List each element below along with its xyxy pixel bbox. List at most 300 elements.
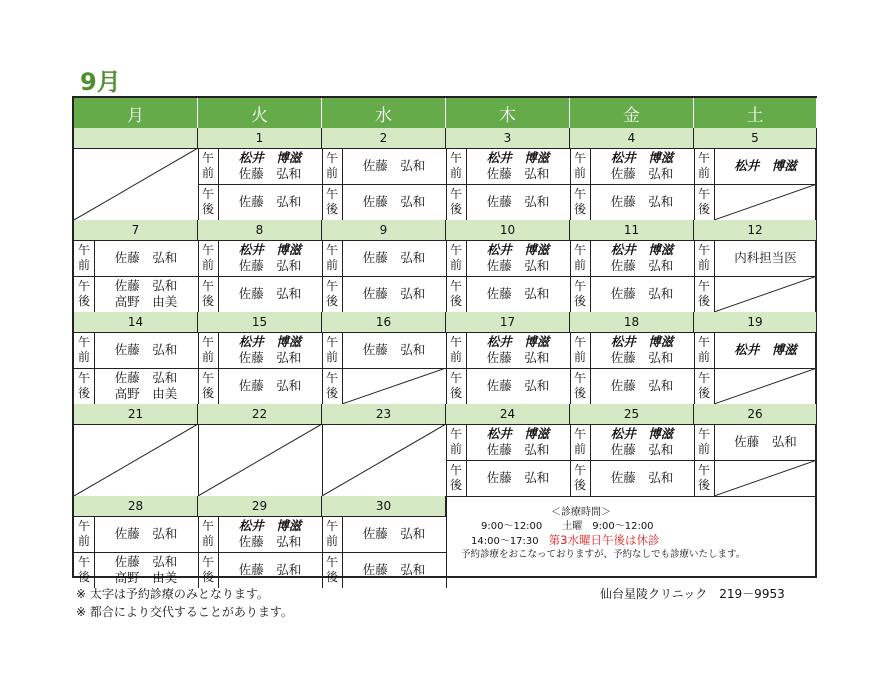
doctor-name: 佐藤 弘和	[238, 350, 302, 365]
doctor-list	[714, 342, 817, 358]
date-divider	[322, 240, 446, 241]
am-pm-divider	[446, 276, 570, 277]
date-divider	[570, 148, 694, 149]
reserved-doctor-name: 松井 博滋	[610, 242, 674, 257]
date-number: 10	[446, 220, 570, 240]
doctor-name: 佐藤 弘和	[238, 258, 302, 273]
am-pm-divider	[570, 184, 694, 185]
period-char: 午	[697, 279, 710, 293]
date-number: 22	[198, 404, 322, 424]
am-pm-divider	[198, 184, 322, 185]
closed-slash	[714, 184, 817, 220]
date-divider	[570, 424, 694, 425]
period-char: 後	[325, 570, 338, 584]
am-pm-divider	[446, 460, 570, 461]
doctor-name: 佐藤 弘和	[362, 250, 426, 265]
period-char: 後	[201, 294, 214, 308]
doctor-name: 佐藤 弘和	[238, 166, 302, 181]
date-divider	[446, 240, 570, 241]
period-char: 前	[449, 258, 462, 272]
period-label-pm	[570, 187, 590, 217]
am-pm-divider	[446, 368, 570, 369]
doctor-name: 佐藤 弘和	[362, 342, 426, 357]
period-char: 午	[201, 187, 214, 201]
period-char: 前	[325, 166, 338, 180]
closed-slash	[714, 368, 817, 404]
period-label-pm	[446, 279, 466, 309]
weekday-header: 金	[570, 98, 694, 128]
date-divider	[198, 240, 322, 241]
doctor-name: 佐藤 弘和	[610, 258, 674, 273]
period-char: 午	[201, 243, 214, 257]
reserved-doctor-name: 松井 博滋	[486, 242, 550, 257]
period-label-pm	[570, 279, 590, 309]
date-number: 8	[198, 220, 322, 240]
period-char: 前	[697, 258, 710, 272]
period-label-am	[322, 519, 342, 549]
doctor-list	[342, 286, 446, 302]
closed-slash	[322, 424, 446, 496]
am-pm-divider	[322, 276, 446, 277]
doctor-list	[590, 242, 694, 274]
closed-slash	[74, 424, 198, 496]
period-label-am	[198, 335, 218, 365]
period-char: 後	[573, 202, 586, 216]
doctor-name: 高野 由美	[114, 386, 178, 401]
am-pm-divider	[74, 552, 198, 553]
period-char: 前	[325, 350, 338, 364]
period-char: 午	[449, 243, 462, 257]
period-label-pm	[570, 371, 590, 401]
doctor-list	[342, 194, 446, 210]
doctor-name: 佐藤 弘和	[238, 562, 302, 577]
am-pm-divider	[570, 276, 694, 277]
period-label-pm	[322, 279, 342, 309]
period-char: 前	[449, 350, 462, 364]
period-char: 午	[573, 427, 586, 441]
period-char: 午	[77, 335, 90, 349]
doctor-list	[218, 518, 322, 550]
period-char: 午	[573, 279, 586, 293]
period-label-am	[694, 335, 714, 365]
closed-slash	[714, 276, 817, 312]
date-number: 9	[322, 220, 446, 240]
doctor-name: 佐藤 弘和	[238, 286, 302, 301]
doctor-list	[466, 470, 570, 486]
period-label-am	[198, 151, 218, 181]
weekday-header: 木	[446, 98, 570, 128]
period-label-am	[694, 151, 714, 181]
period-char: 午	[449, 187, 462, 201]
period-label-pm	[446, 371, 466, 401]
period-label-am	[446, 335, 466, 365]
period-char: 後	[325, 202, 338, 216]
doctor-name: 佐藤 弘和	[486, 166, 550, 181]
period-char: 午	[697, 151, 710, 165]
period-char: 午	[449, 463, 462, 477]
period-char: 午	[697, 427, 710, 441]
doctor-list	[590, 286, 694, 302]
doctor-list	[218, 562, 322, 578]
doctor-name: 高野 由美	[114, 570, 178, 585]
closed-slash	[714, 460, 817, 496]
date-divider	[446, 332, 570, 333]
doctor-name: 佐藤 弘和	[610, 470, 674, 485]
date-divider	[198, 148, 322, 149]
period-char: 前	[697, 166, 710, 180]
period-char: 後	[697, 478, 710, 492]
footnote-substitute: ※ 都合により交代することがあります。	[76, 605, 293, 619]
period-char: 前	[77, 258, 90, 272]
period-char: 午	[77, 243, 90, 257]
date-number: 7	[74, 220, 198, 240]
doctor-list	[342, 562, 446, 578]
date-divider	[446, 424, 570, 425]
period-label-am	[446, 243, 466, 273]
date-divider	[694, 240, 817, 241]
period-char: 午	[325, 555, 338, 569]
doctor-list	[590, 470, 694, 486]
doctor-list	[342, 526, 446, 542]
period-char: 後	[449, 478, 462, 492]
period-char: 午	[77, 555, 90, 569]
period-char: 前	[573, 350, 586, 364]
period-label-am	[322, 335, 342, 365]
doctor-list	[342, 250, 446, 266]
date-number: 1	[198, 128, 322, 148]
period-char: 後	[449, 294, 462, 308]
doctor-name: 佐藤 弘和	[610, 166, 674, 181]
period-label-pm	[322, 371, 342, 401]
date-number: 26	[694, 404, 817, 424]
doctor-name: 佐藤 弘和	[486, 350, 550, 365]
period-label-am	[694, 243, 714, 273]
period-char: 前	[325, 258, 338, 272]
reserved-doctor-name: 松井 博滋	[610, 426, 674, 441]
doctor-list	[466, 378, 570, 394]
footnote-bold: ※ 太字は予約診療のみとなります。	[76, 587, 269, 601]
am-pm-divider	[198, 276, 322, 277]
period-char: 後	[201, 202, 214, 216]
period-char: 後	[697, 202, 710, 216]
period-label-pm	[74, 279, 94, 309]
date-divider	[74, 332, 198, 333]
doctor-list	[466, 194, 570, 210]
period-char: 後	[201, 386, 214, 400]
hours-afternoon: 14:00～17:30	[471, 536, 539, 547]
doctor-name: 佐藤 弘和	[610, 378, 674, 393]
doctor-list	[342, 342, 446, 358]
period-char: 後	[573, 478, 586, 492]
date-number: 23	[322, 404, 446, 424]
period-char: 午	[201, 279, 214, 293]
period-char: 午	[325, 335, 338, 349]
date-divider	[570, 332, 694, 333]
period-char: 午	[697, 335, 710, 349]
period-label-pm	[74, 555, 94, 585]
schedule-calendar	[72, 96, 817, 585]
date-divider	[198, 516, 322, 517]
doctor-list	[342, 158, 446, 174]
am-pm-divider	[74, 276, 198, 277]
date-number: 12	[694, 220, 817, 240]
period-char: 午	[77, 519, 90, 533]
period-char: 午	[449, 151, 462, 165]
period-char: 後	[573, 294, 586, 308]
period-char: 午	[697, 187, 710, 201]
doctor-list	[466, 150, 570, 182]
doctor-list	[590, 194, 694, 210]
doctor-list	[218, 334, 322, 366]
doctor-list	[466, 242, 570, 274]
date-divider	[74, 516, 198, 517]
date-divider	[446, 148, 570, 149]
period-label-pm	[198, 555, 218, 585]
doctor-list	[590, 150, 694, 182]
period-label-am	[198, 519, 218, 549]
doctor-name: 佐藤 弘和	[486, 378, 550, 393]
date-number: 16	[322, 312, 446, 332]
date-divider	[74, 240, 198, 241]
period-char: 後	[449, 202, 462, 216]
doctor-list	[590, 378, 694, 394]
period-char: 午	[449, 371, 462, 385]
date-number: 3	[446, 128, 570, 148]
doctor-name: 佐藤 弘和	[362, 286, 426, 301]
reserved-doctor-name: 松井 博滋	[238, 150, 302, 165]
period-char: 午	[449, 279, 462, 293]
date-number: 21	[74, 404, 198, 424]
period-label-pm	[198, 371, 218, 401]
period-label-am	[74, 335, 94, 365]
period-char: 午	[573, 187, 586, 201]
period-label-am	[570, 151, 590, 181]
period-label-am	[322, 151, 342, 181]
reserved-doctor-name: 松井 博滋	[610, 334, 674, 349]
doctor-list	[466, 286, 570, 302]
period-char: 午	[201, 151, 214, 165]
doctor-name: 佐藤 弘和	[610, 194, 674, 209]
period-char: 前	[573, 166, 586, 180]
hours-afternoon-row	[471, 533, 659, 549]
doctor-name: 佐藤 弘和	[114, 370, 178, 385]
period-char: 午	[201, 335, 214, 349]
doctor-list	[218, 150, 322, 182]
doctor-name: 佐藤 弘和	[486, 470, 550, 485]
reserved-doctor-name: 松井 博滋	[486, 426, 550, 441]
doctor-name: 佐藤 弘和	[610, 286, 674, 301]
period-char: 午	[201, 371, 214, 385]
doctor-list	[94, 342, 198, 358]
period-char: 後	[77, 294, 90, 308]
doctor-list	[466, 334, 570, 366]
date-divider	[198, 332, 322, 333]
reserved-doctor-name: 松井 博滋	[238, 334, 302, 349]
doctor-name: 佐藤 弘和	[610, 442, 674, 457]
date-number	[74, 128, 198, 148]
reserved-doctor-name: 松井 博滋	[734, 342, 797, 357]
doctor-list	[466, 426, 570, 458]
date-number: 18	[570, 312, 694, 332]
period-char: 前	[449, 166, 462, 180]
date-number: 24	[446, 404, 570, 424]
date-divider	[694, 424, 817, 425]
period-char: 前	[201, 258, 214, 272]
doctor-list	[218, 286, 322, 302]
period-label-pm	[322, 555, 342, 585]
doctor-list	[218, 242, 322, 274]
period-char: 午	[449, 427, 462, 441]
period-char: 前	[573, 442, 586, 456]
date-divider	[694, 148, 817, 149]
period-label-pm	[694, 371, 714, 401]
doctor-name: 佐藤 弘和	[486, 442, 550, 457]
am-pm-divider	[446, 184, 570, 185]
period-char: 後	[201, 570, 214, 584]
date-number: 14	[74, 312, 198, 332]
period-char: 午	[325, 151, 338, 165]
weekday-header: 水	[322, 98, 446, 128]
period-char: 午	[697, 371, 710, 385]
date-number: 5	[694, 128, 817, 148]
date-divider	[322, 148, 446, 149]
closed-slash	[342, 368, 446, 404]
am-pm-divider	[74, 368, 198, 369]
date-number: 28	[74, 496, 198, 516]
doctor-name: 佐藤 弘和	[238, 534, 302, 549]
period-char: 後	[77, 386, 90, 400]
month-title: 9月	[80, 68, 121, 96]
period-char: 後	[573, 386, 586, 400]
date-divider	[570, 240, 694, 241]
doctor-name: 佐藤 弘和	[362, 158, 426, 173]
period-char: 午	[77, 279, 90, 293]
closed-slash	[74, 148, 198, 220]
period-char: 午	[325, 519, 338, 533]
period-char: 後	[325, 294, 338, 308]
period-char: 午	[325, 187, 338, 201]
period-label-pm	[198, 279, 218, 309]
date-divider	[322, 516, 446, 517]
period-char: 後	[697, 294, 710, 308]
doctor-name: 佐藤 弘和	[114, 554, 178, 569]
period-char: 午	[573, 371, 586, 385]
period-char: 午	[325, 243, 338, 257]
doctor-name: 佐藤 弘和	[114, 278, 178, 293]
period-char: 前	[77, 350, 90, 364]
reserved-doctor-name: 松井 博滋	[734, 158, 797, 173]
weekday-header: 土	[694, 98, 817, 128]
doctor-list	[94, 278, 198, 310]
period-char: 午	[325, 279, 338, 293]
period-char: 前	[697, 442, 710, 456]
period-char: 午	[77, 371, 90, 385]
clinic-contact: 仙台星陵クリニック 219－9953	[600, 587, 785, 601]
period-label-am	[198, 243, 218, 273]
date-divider	[322, 332, 446, 333]
am-pm-divider	[570, 368, 694, 369]
doctor-name: 佐藤 弘和	[362, 562, 426, 577]
period-label-pm	[694, 279, 714, 309]
reserved-doctor-name: 松井 博滋	[486, 334, 550, 349]
period-char: 前	[573, 258, 586, 272]
am-pm-divider	[322, 552, 446, 553]
doctor-name: 佐藤 弘和	[238, 378, 302, 393]
period-label-pm	[570, 463, 590, 493]
date-divider	[694, 332, 817, 333]
date-number: 11	[570, 220, 694, 240]
doctor-name: 佐藤 弘和	[238, 194, 302, 209]
period-char: 午	[697, 243, 710, 257]
period-char: 午	[573, 463, 586, 477]
period-char: 午	[697, 463, 710, 477]
period-char: 前	[201, 534, 214, 548]
weekday-header: 火	[198, 98, 322, 128]
doctor-list	[714, 434, 817, 450]
reserved-doctor-name: 松井 博滋	[610, 150, 674, 165]
period-label-am	[694, 427, 714, 457]
doctor-list	[714, 250, 817, 266]
closed-notice: 第3水曜日午後は休診	[548, 533, 660, 547]
period-label-pm	[198, 187, 218, 217]
doctor-name: 佐藤 弘和	[486, 194, 550, 209]
date-number: 15	[198, 312, 322, 332]
period-label-pm	[694, 187, 714, 217]
doctor-name: 佐藤 弘和	[610, 350, 674, 365]
doctor-list	[218, 194, 322, 210]
period-label-am	[446, 427, 466, 457]
date-number: 19	[694, 312, 817, 332]
doctor-name: 佐藤 弘和	[114, 342, 178, 357]
period-label-pm	[694, 463, 714, 493]
doctor-name: 佐藤 弘和	[486, 286, 550, 301]
spacer	[539, 536, 549, 547]
period-label-pm	[446, 187, 466, 217]
date-number: 2	[322, 128, 446, 148]
period-label-am	[74, 519, 94, 549]
doctor-list	[94, 250, 198, 266]
reserved-doctor-name: 松井 博滋	[486, 150, 550, 165]
doctor-list	[94, 554, 198, 586]
period-char: 前	[697, 350, 710, 364]
reserved-doctor-name: 松井 博滋	[238, 242, 302, 257]
period-label-am	[74, 243, 94, 273]
period-label-am	[322, 243, 342, 273]
period-char: 後	[77, 570, 90, 584]
period-char: 午	[573, 151, 586, 165]
date-number: 30	[322, 496, 446, 516]
doctor-name: 佐藤 弘和	[114, 526, 178, 541]
reservation-note: 予約診療をおこなっておりますが、予約なしでも診療いたします。	[461, 549, 746, 560]
date-number: 17	[446, 312, 570, 332]
doctor-name: 佐藤 弘和	[486, 258, 550, 273]
am-pm-divider	[198, 552, 322, 553]
period-char: 後	[449, 386, 462, 400]
doctor-name: 佐藤 弘和	[114, 250, 178, 265]
doctor-list	[714, 158, 817, 174]
period-char: 後	[325, 386, 338, 400]
am-pm-divider	[322, 184, 446, 185]
period-char: 午	[325, 371, 338, 385]
doctor-list	[590, 426, 694, 458]
period-label-am	[446, 151, 466, 181]
period-label-pm	[322, 187, 342, 217]
period-char: 前	[201, 166, 214, 180]
period-char: 午	[201, 555, 214, 569]
doctor-list	[94, 526, 198, 542]
date-number: 25	[570, 404, 694, 424]
weekday-header: 月	[74, 98, 198, 128]
